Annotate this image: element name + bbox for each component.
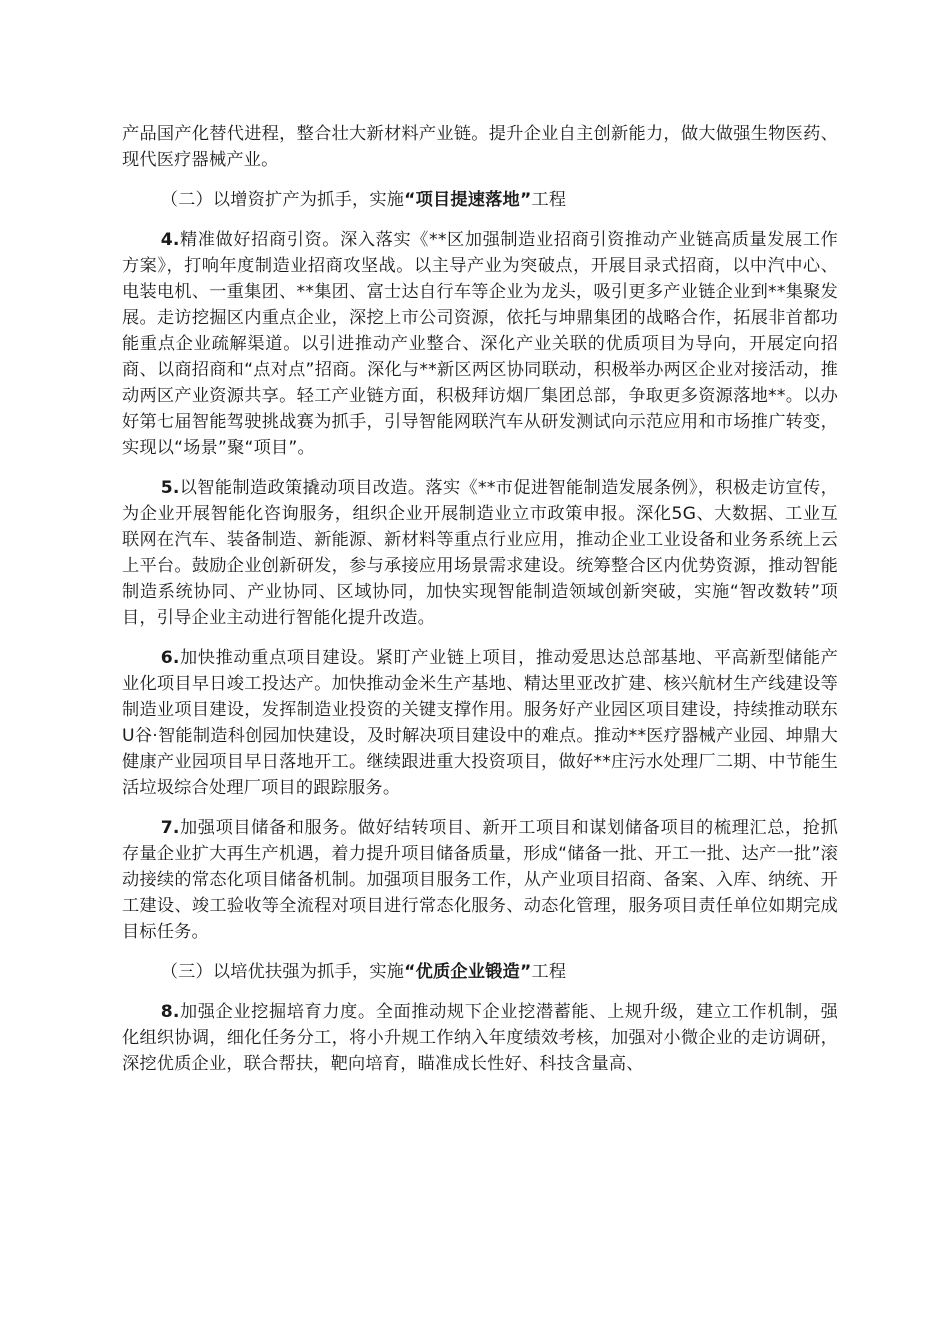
item-text: 加强企业挖掘培育力度。全面推动规下企业挖潜蓄能、上规升级，建立工作机制，强化组织协调，细化任务分工，将小升规工作纳入年度绩效考核，加强对小微企业的走访调研，深挖优质企业，联合帮扶，靶向培育，瞄准成长性好、科技含量高、 [122,1002,838,1074]
item-text: 加快推动重点项目建设。紧盯产业链上项目，推动爱思达总部基地、平高新型储能产业化项目早日竣工投达产。加快推动金米生产基地、精达里亚改扩建、核兴航材生产线建设等制造业项目建设，发挥制造业投资的关键支撑作用。服务好产业园区项目建设，持续推动联东U谷·智能制造科创园加快建设，及时解决项目建设中的难点。推动**医疗器械产业园、坤鼎大健康产业园项目早日落地开工。继续跟进重大投资项目，做好**庄污水处理厂二期、中节能生活垃圾综合处理厂项目的跟踪服务。 [122,648,838,798]
heading-suffix: 工程 [531,190,567,210]
section-heading-2 [122,187,838,213]
heading-prefix: （二）以增资扩产为抓手，实施 [160,190,405,210]
paragraph-continuation: 产品国产化替代进程，整合壮大新材料产业链。提升企业自主创新能力，做大做强生物医药、现代医疗器械产业。 [122,124,838,170]
item-text: 加强项目储备和服务。做好结转项目、新开工项目和谋划储备项目的梳理汇总，抢抓存量企业扩大再生产机遇，着力提升项目储备质量，形成“储备一批、开工一批、达产一批”滚动接续的常态化项目储备机制。加强项目服务工作，从产业项目招商、备案、入库、纳统、开工建设、竣工验收等全流程对项目进行常态化服务、动态化管理，服务项目责任单位如期完成目标任务。 [122,818,838,942]
paragraph-item-6 [122,645,838,801]
document-page [122,121,838,1091]
paragraph-item-4 [122,227,838,461]
item-number: 8. [160,1002,180,1022]
paragraph-item-5 [122,475,838,631]
paragraph-item-7 [122,815,838,945]
item-number: 4. [160,230,180,250]
section-heading-3 [122,959,838,985]
heading-quote: “优质企业锻造” [404,962,532,982]
item-text: 以智能制造政策撬动项目改造。落实《**市促进智能制造发展条例》，积极走访宣传，为企业开展智能化咨询服务，组织企业开展制造业立市政策申报。深化5G、大数据、工业互联网在汽车、装备制造、新能源、新材料等重点行业应用，推动企业工业设备和业务系统上云上平台。鼓励企业创新研发，参与承接应用场景需求建设。统筹整合区内优势资源，推动智能制造系统协同、产业协同、区域协同，加快实现智能制造领域创新突破，实施“智改数转”项目，引导企业主动进行智能化提升改造。 [122,478,838,628]
item-number: 5. [160,478,180,498]
heading-prefix: （三）以培优扶强为抓手，实施 [160,962,405,982]
paragraph-item-8 [122,999,838,1077]
item-number: 6. [160,648,180,668]
item-text: 精准做好招商引资。深入落实《**区加强制造业招商引资推动产业链高质量发展工作方案》，打响年度制造业招商攻坚战。以主导产业为突破点，开展目录式招商，以中汽中心、电装电机、一重集团、**集团、富士达自行车等企业为龙头，吸引更多产业链企业到**集聚发展。走访挖掘区内重点企业，深挖上市公司资源，依托与坤鼎集团的战略合作，拓展非首都功能重点企业疏解渠道。以引进推动产业整合、深化产业关联的优质项目为导向，开展定向招商、以商招商和“点对点”招商。深化与**新区两区协同联动，积极举办两区企业对接活动，推动两区产业资源共享。轻工产业链方面，积极拜访烟厂集团总部，争取更多资源落地**。以办好第七届智能驾驶挑战赛为抓手，引导智能网联汽车从研发测试向示范应用和市场推广转变，实现以“场景”聚“项目”。 [122,230,838,458]
heading-quote: “项目提速落地” [404,190,532,210]
heading-suffix: 工程 [531,962,567,982]
item-number: 7. [160,818,180,838]
